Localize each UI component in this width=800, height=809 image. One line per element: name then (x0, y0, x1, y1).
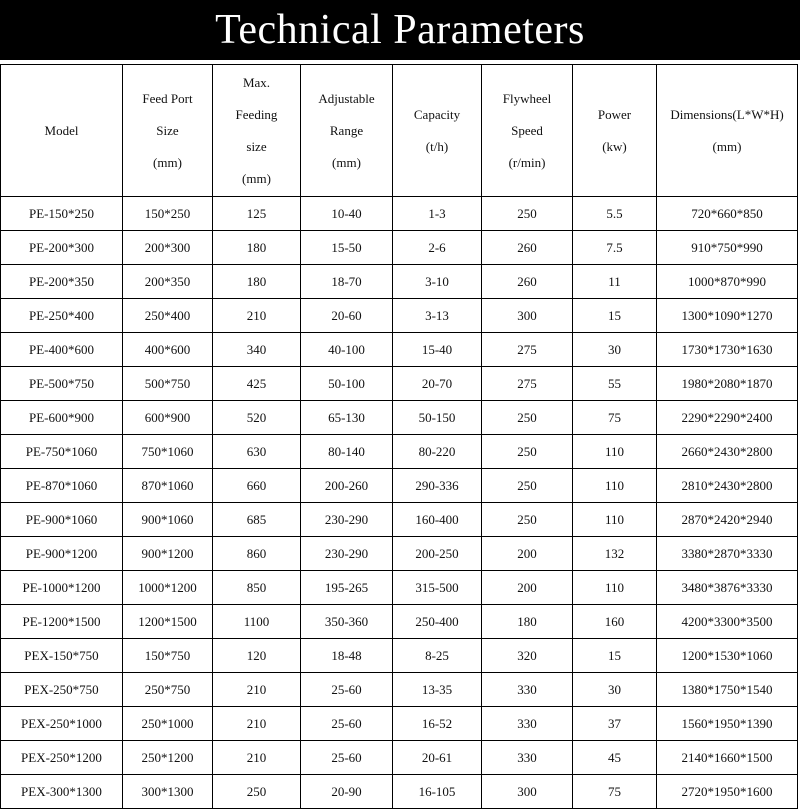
table-cell: 400*600 (123, 333, 213, 367)
table-cell: 16-52 (393, 707, 482, 741)
table-cell: 330 (482, 707, 573, 741)
title-banner (0, 0, 800, 60)
table-cell: 210 (213, 299, 301, 333)
column-header-line: Power (597, 106, 632, 122)
table-cell: 132 (573, 537, 657, 571)
table-row (1, 435, 798, 469)
table-cell: 2140*1660*1500 (657, 741, 798, 775)
column-header (393, 65, 482, 197)
table-cell: 150*250 (123, 197, 213, 231)
table-cell: 160-400 (393, 503, 482, 537)
table-cell: 7.5 (573, 231, 657, 265)
table-cell: 425 (213, 367, 301, 401)
table-cell: 25-60 (301, 673, 393, 707)
table-cell: 210 (213, 707, 301, 741)
table-cell: 300 (482, 775, 573, 809)
table-cell: 250*750 (123, 673, 213, 707)
table-cell: 120 (213, 639, 301, 673)
table-cell: 75 (573, 775, 657, 809)
table-row (1, 299, 798, 333)
table-cell: 80-140 (301, 435, 393, 469)
table-cell: 1200*1500 (123, 605, 213, 639)
table-row (1, 469, 798, 503)
table-cell: 150*750 (123, 639, 213, 673)
parameters-table (0, 64, 798, 809)
table-cell: 160 (573, 605, 657, 639)
table-cell: 230-290 (301, 503, 393, 537)
model-cell: PEX-150*750 (1, 639, 123, 673)
table-cell: 180 (213, 265, 301, 299)
table-row (1, 503, 798, 537)
model-cell: PE-600*900 (1, 401, 123, 435)
table-cell: 1-3 (393, 197, 482, 231)
table-cell: 16-105 (393, 775, 482, 809)
table-cell: 1730*1730*1630 (657, 333, 798, 367)
table-cell: 340 (213, 333, 301, 367)
model-cell: PE-870*1060 (1, 469, 123, 503)
table-cell: 180 (213, 231, 301, 265)
table-row (1, 333, 798, 367)
table-cell: 180 (482, 605, 573, 639)
table-cell: 15 (573, 299, 657, 333)
table-cell: 860 (213, 537, 301, 571)
table-cell: 110 (573, 571, 657, 605)
table-cell: 3380*2870*3330 (657, 537, 798, 571)
table-cell: 210 (213, 741, 301, 775)
column-header-line: Flywheel (502, 90, 552, 106)
table-cell: 55 (573, 367, 657, 401)
table-row (1, 401, 798, 435)
parameters-table-wrapper (0, 64, 798, 798)
table-cell: 1300*1090*1270 (657, 299, 798, 333)
table-cell: 685 (213, 503, 301, 537)
table-cell: 15-50 (301, 231, 393, 265)
column-header-line: Capacity (413, 106, 461, 122)
table-cell: 300*1300 (123, 775, 213, 809)
model-cell: PE-150*250 (1, 197, 123, 231)
table-cell: 850 (213, 571, 301, 605)
table-cell: 195-265 (301, 571, 393, 605)
table-cell: 330 (482, 673, 573, 707)
table-cell: 3480*3876*3330 (657, 571, 798, 605)
table-cell: 290-336 (393, 469, 482, 503)
model-cell: PEX-250*1000 (1, 707, 123, 741)
table-cell: 200*350 (123, 265, 213, 299)
table-cell: 320 (482, 639, 573, 673)
model-cell: PE-400*600 (1, 333, 123, 367)
table-cell: 110 (573, 469, 657, 503)
table-cell: 250*400 (123, 299, 213, 333)
table-cell: 2290*2290*2400 (657, 401, 798, 435)
column-header-line: (mm) (153, 154, 182, 170)
table-cell: 250*1200 (123, 741, 213, 775)
model-cell: PEX-250*1200 (1, 741, 123, 775)
table-cell: 250-400 (393, 605, 482, 639)
table-cell: 900*1060 (123, 503, 213, 537)
table-row (1, 571, 798, 605)
table-cell: 1980*2080*1870 (657, 367, 798, 401)
column-header (213, 65, 301, 197)
table-cell: 25-60 (301, 707, 393, 741)
table-cell: 75 (573, 401, 657, 435)
column-header (301, 65, 393, 197)
table-cell: 630 (213, 435, 301, 469)
table-cell: 15 (573, 639, 657, 673)
column-header-line: Range (329, 122, 364, 138)
table-cell: 5.5 (573, 197, 657, 231)
table-cell: 15-40 (393, 333, 482, 367)
model-cell: PE-200*350 (1, 265, 123, 299)
table-row (1, 605, 798, 639)
column-header-line: size (246, 138, 267, 154)
model-cell: PE-1000*1200 (1, 571, 123, 605)
table-cell: 870*1060 (123, 469, 213, 503)
column-header (123, 65, 213, 197)
table-cell: 20-70 (393, 367, 482, 401)
table-cell: 18-48 (301, 639, 393, 673)
table-cell: 660 (213, 469, 301, 503)
table-cell: 40-100 (301, 333, 393, 367)
table-row (1, 707, 798, 741)
table-cell: 80-220 (393, 435, 482, 469)
model-cell: PEX-300*1300 (1, 775, 123, 809)
table-cell: 20-90 (301, 775, 393, 809)
table-cell: 45 (573, 741, 657, 775)
column-header (482, 65, 573, 197)
model-cell: PE-1200*1500 (1, 605, 123, 639)
table-cell: 250 (482, 469, 573, 503)
table-cell: 2660*2430*2800 (657, 435, 798, 469)
table-cell: 315-500 (393, 571, 482, 605)
column-header-line: Dimensions(L*W*H) (670, 106, 784, 122)
column-header-line: Adjustable (318, 90, 375, 106)
table-cell: 1560*1950*1390 (657, 707, 798, 741)
table-cell: 65-130 (301, 401, 393, 435)
table-cell: 50-100 (301, 367, 393, 401)
table-cell: 2810*2430*2800 (657, 469, 798, 503)
table-cell: 20-61 (393, 741, 482, 775)
table-cell: 25-60 (301, 741, 393, 775)
table-cell: 260 (482, 265, 573, 299)
table-row (1, 231, 798, 265)
table-cell: 250 (482, 435, 573, 469)
table-cell: 500*750 (123, 367, 213, 401)
column-header-line: Feeding (235, 106, 278, 122)
table-header-row (1, 65, 798, 197)
column-header-line: (r/min) (508, 154, 546, 170)
table-cell: 330 (482, 741, 573, 775)
table-cell: 210 (213, 673, 301, 707)
column-header-line: (kw) (602, 138, 627, 154)
model-cell: PE-750*1060 (1, 435, 123, 469)
table-row (1, 265, 798, 299)
table-cell: 8-25 (393, 639, 482, 673)
table-cell: 275 (482, 333, 573, 367)
column-header (1, 65, 123, 197)
table-cell: 1000*870*990 (657, 265, 798, 299)
table-cell: 3-13 (393, 299, 482, 333)
table-body (1, 197, 798, 809)
table-row (1, 197, 798, 231)
table-cell: 600*900 (123, 401, 213, 435)
table-cell: 250 (482, 197, 573, 231)
table-cell: 260 (482, 231, 573, 265)
table-cell: 1380*1750*1540 (657, 673, 798, 707)
column-header-line: Size (156, 122, 179, 138)
column-header-line: (mm) (332, 154, 361, 170)
table-cell: 13-35 (393, 673, 482, 707)
table-cell: 720*660*850 (657, 197, 798, 231)
table-cell: 200 (482, 571, 573, 605)
table-cell: 200 (482, 537, 573, 571)
table-cell: 275 (482, 367, 573, 401)
table-cell: 10-40 (301, 197, 393, 231)
table-cell: 300 (482, 299, 573, 333)
table-cell: 2870*2420*2940 (657, 503, 798, 537)
column-header-line: Max. (242, 74, 271, 90)
column-header-line: Model (44, 122, 79, 138)
table-cell: 2720*1950*1600 (657, 775, 798, 809)
table-cell: 3-10 (393, 265, 482, 299)
table-cell: 37 (573, 707, 657, 741)
column-header-line: (mm) (242, 170, 271, 186)
table-cell: 200-260 (301, 469, 393, 503)
model-cell: PE-900*1200 (1, 537, 123, 571)
table-cell: 110 (573, 503, 657, 537)
table-cell: 250 (482, 503, 573, 537)
page-title: Technical Parameters (215, 7, 585, 53)
table-row (1, 537, 798, 571)
table-cell: 1200*1530*1060 (657, 639, 798, 673)
table-cell: 520 (213, 401, 301, 435)
column-header-line: (mm) (712, 138, 742, 154)
table-cell: 250 (482, 401, 573, 435)
model-cell: PE-900*1060 (1, 503, 123, 537)
table-cell: 2-6 (393, 231, 482, 265)
table-cell: 30 (573, 673, 657, 707)
table-row (1, 741, 798, 775)
table-cell: 30 (573, 333, 657, 367)
table-cell: 200-250 (393, 537, 482, 571)
table-cell: 230-290 (301, 537, 393, 571)
table-cell: 900*1200 (123, 537, 213, 571)
table-row (1, 673, 798, 707)
column-header (657, 65, 798, 197)
table-cell: 350-360 (301, 605, 393, 639)
column-header-line: Feed Port (142, 90, 193, 106)
table-row (1, 775, 798, 809)
table-cell: 125 (213, 197, 301, 231)
table-cell: 750*1060 (123, 435, 213, 469)
column-header-line: Speed (511, 122, 543, 138)
column-header (573, 65, 657, 197)
table-cell: 250 (213, 775, 301, 809)
table-cell: 1100 (213, 605, 301, 639)
table-cell: 18-70 (301, 265, 393, 299)
table-row (1, 367, 798, 401)
model-cell: PE-250*400 (1, 299, 123, 333)
table-cell: 1000*1200 (123, 571, 213, 605)
table-cell: 50-150 (393, 401, 482, 435)
model-cell: PE-500*750 (1, 367, 123, 401)
table-cell: 11 (573, 265, 657, 299)
table-cell: 110 (573, 435, 657, 469)
table-cell: 4200*3300*3500 (657, 605, 798, 639)
table-cell: 200*300 (123, 231, 213, 265)
table-cell: 910*750*990 (657, 231, 798, 265)
model-cell: PE-200*300 (1, 231, 123, 265)
column-header-line: (t/h) (425, 138, 449, 154)
table-cell: 20-60 (301, 299, 393, 333)
model-cell: PEX-250*750 (1, 673, 123, 707)
table-row (1, 639, 798, 673)
table-cell: 250*1000 (123, 707, 213, 741)
